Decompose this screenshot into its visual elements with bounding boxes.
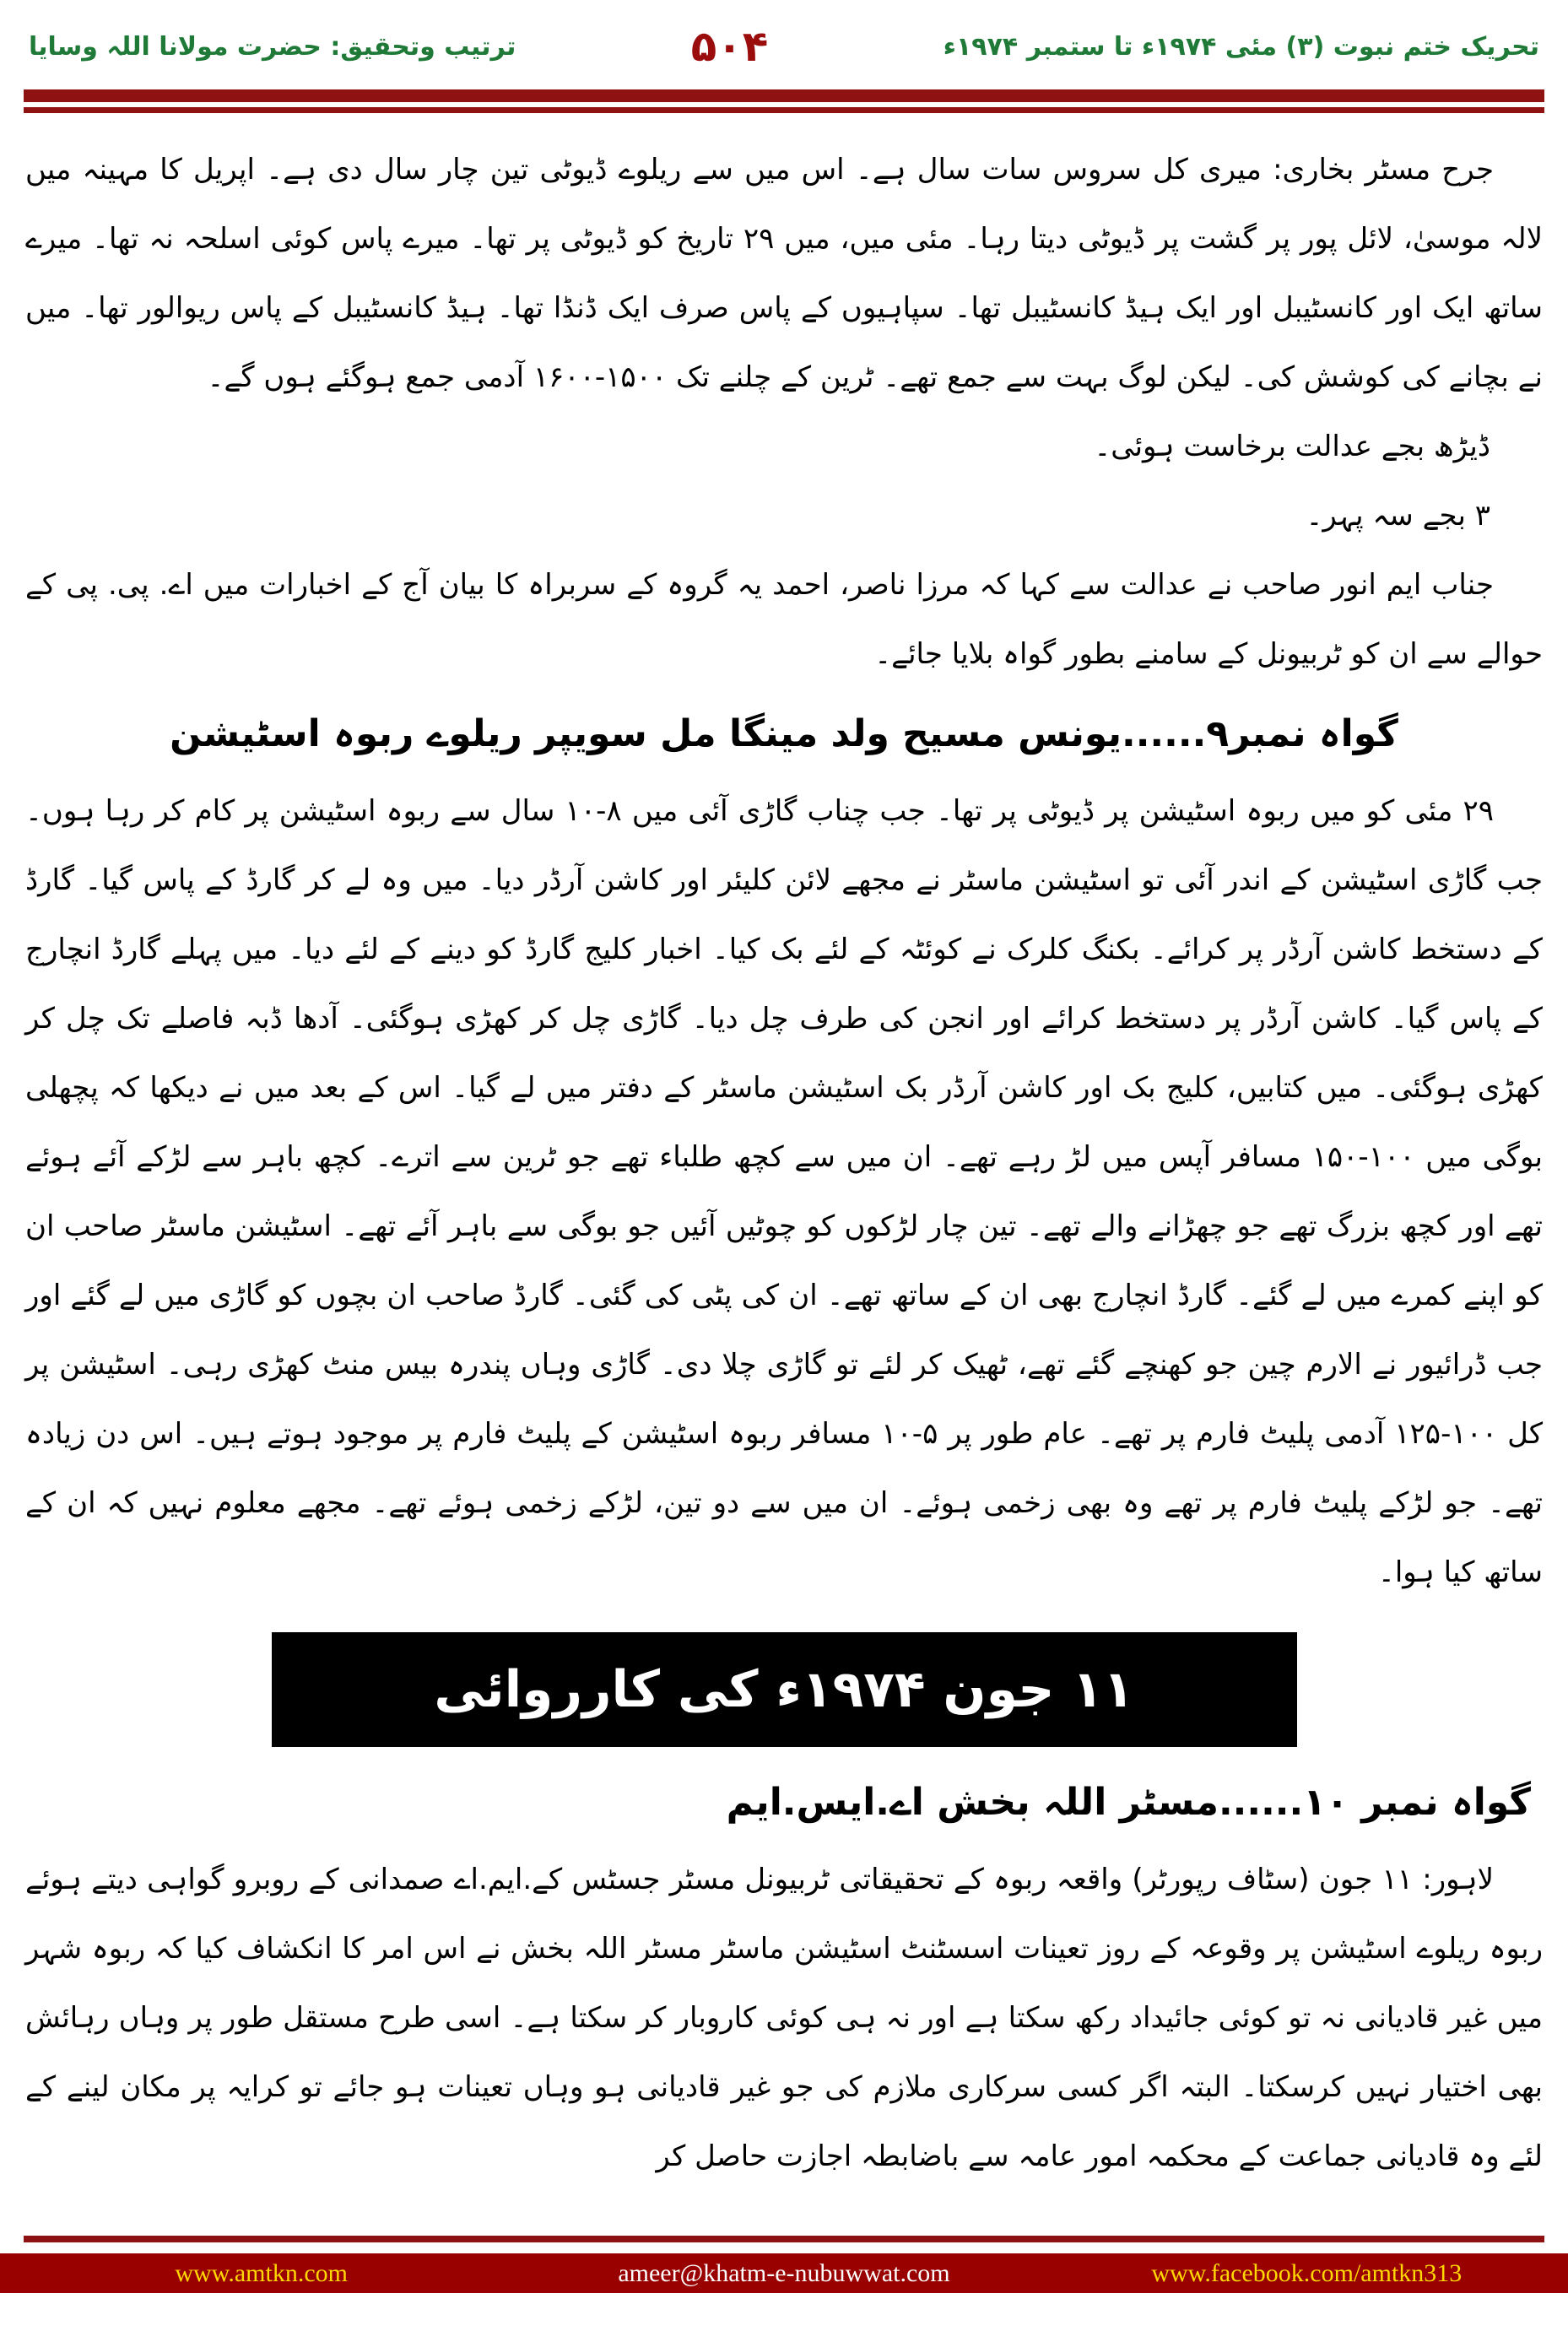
header-rule-thin: [24, 107, 1544, 113]
document-body: [0, 113, 1568, 2191]
line-3pm-session: ۳ بجے سہ پہر۔: [1306, 499, 1490, 533]
footer-facebook-url: www.facebook.com/amtkn313: [1151, 2258, 1463, 2287]
page-header: [0, 0, 1568, 78]
page-number: ۵۰۴: [690, 22, 769, 71]
session-date-banner-text: ۱۱ جون ۱۹۷۴ء کی کارروائی: [434, 1660, 1134, 1719]
header-rule-thick: [24, 89, 1544, 102]
heading-witness-10: گواہ نمبر ۱۰......مسٹر اللہ بخش اے.ایس.ایم: [726, 1781, 1531, 1824]
page-footer: [0, 2236, 1568, 2342]
footer-website-url: www.amtkn.com: [175, 2258, 348, 2287]
line-court-adjourned: ڈیڑھ بجے عدالت برخاست ہوئی۔: [1094, 430, 1490, 463]
footer-rule: [24, 2236, 1544, 2242]
paragraph-witness10-statement: لاہور: ۱۱ جون (سٹاف رپورٹر) واقعہ ربوہ کے تحقیقاتی ٹربیونل مسٹر جسٹس کے.ایم.اے صمدانی کے روبرو گواہی دیتے ہوئے ربوہ ریلوے اسٹیشن پر وقوعہ کے روز تعینات اسسٹنٹ اسٹیشن ماسٹر مسٹر اللہ بخش نے اس امر کا انکشاف کیا کہ ربوہ شہر میں غیر قادیانی نہ تو کوئی جائیداد رکھ سکتا ہے اور نہ ہی کوئی کاروبار کر سکتا ہے۔ اسی طرح مستقل طور پر وہاں رہائش بھی اختیار نہیں کرسکتا۔ البتہ اگر کسی سرکاری ملازم کی جو غیر قادیانی ہو وہاں تعینات ہو جائے تو کرایہ پر مکان لینے کے لئے وہ قادیانی جماعت کے محکمہ امور عامہ سے باضابطہ اجازت حاصل کر: [25, 1863, 1543, 2173]
footer-bar: [0, 2253, 1568, 2293]
session-date-banner: [272, 1632, 1297, 1747]
heading-witness-9: گواہ نمبر۹......یونس مسیح ولد مینگا مل سویپر ریلوے ربوہ اسٹیشن: [170, 712, 1398, 755]
journal-title: تحریک ختم نبوت (۳) مئی ۱۹۷۴ء تا ستمبر ۱۹۷۴ء: [943, 31, 1539, 62]
footer-bottom-margin: [0, 2293, 1568, 2342]
footer-email-address: ameer@khatm-e-nubuwwat.com: [618, 2258, 950, 2287]
paragraph-cross-examination: جرح مسٹر بخاری: میری کل سروس سات سال ہے۔ اس میں سے ریلوے ڈیوٹی تین چار سال دی ہے۔ اپریل کا مہینہ میں لالہ موسیٰ، لائل پور پر گشت پر ڈیوٹی دیتا رہا۔ مئی میں، میں ۲۹ تاریخ کو ڈیوٹی پر تھا۔ میرے پاس کوئی اسلحہ نہ تھا۔ میرے ساتھ ایک اور کانسٹیبل اور ایک ہیڈ کانسٹیبل تھا۔ سپاہیوں کے پاس صرف ایک ڈنڈا تھا۔ ہیڈ کانسٹیبل کے پاس ریوالور تھا۔ میں نے بچانے کی کوشش کی۔ لیکن لوگ بہت سے جمع تھے۔ ٹرین کے چلنے تک ۱۵۰۰-۱۶۰۰ آدمی جمع ہوگئے ہوں گے۔: [25, 153, 1544, 394]
paragraph-anwar-request: جناب ایم انور صاحب نے عدالت سے کہا کہ مرزا ناصر، احمد یہ گروہ کے سربراہ کا بیان آج کے اخبارات میں اے. پی. پی کے حوالے سے ان کو ٹربیونل کے سامنے بطور گواہ بلایا جائے۔: [25, 568, 1543, 671]
compiler-credit: ترتیب وتحقیق: حضرت مولانا اللہ وسایا: [29, 31, 516, 62]
paragraph-witness9-statement: ۲۹ مئی کو میں ربوہ اسٹیشن پر ڈیوٹی پر تھا۔ جب چناب گاڑی آئی میں ۸-۱۰ سال سے ربوہ اسٹیشن پر کام کر رہا ہوں۔ جب گاڑی اسٹیشن کے اندر آئی تو اسٹیشن ماسٹر نے مجھے لائن کلیئر اور کاشن آرڈر دیا۔ میں وہ لے کر گارڈ کے پاس گیا۔ گارڈ کے دستخط کاشن آرڈر پر کرائے۔ بکنگ کلرک نے کوئٹہ کے لئے بک کیا۔ اخبار کلیج گارڈ کو دینے کے لئے دیا۔ میں پہلے گارڈ انچارج کے پاس گیا۔ کاشن آرڈر پر دستخط کرائے اور انجن کی طرف چل دیا۔ گاڑی چل کر کھڑی ہوگئی۔ آدھا ڈبہ فاصلے تک چل کر کھڑی ہوگئی۔ میں کتابیں، کلیج بک اور کاشن آرڈر بک اسٹیشن ماسٹر کے دفتر میں لے گیا۔ اس کے بعد میں نے دیکھا کہ پچھلی بوگی میں ۱۰۰-۱۵۰ مسافر آپس میں لڑ رہے تھے۔ ان میں سے کچھ طلباء تھے جو ٹرین سے اترے۔ کچھ باہر سے لڑکے آئے ہوئے تھے اور کچھ بزرگ تھے جو چھڑانے والے تھے۔ تین چار لڑکوں کو چوٹیں آئیں جو بوگی سے باہر آئے تھے۔ اسٹیشن ماسٹر صاحب ان کو اپنے کمرے میں لے گئے۔ گارڈ انچارج بھی ان کے ساتھ تھے۔ ان کی پٹی کی گئی۔ گارڈ صاحب ان بچوں کو گاڑی میں لے گئے اور جب ڈرائیور نے الارم چین جو کھنچے گئے تھے، ٹھیک کر لئے تو گاڑی چلا دی۔ گاڑی وہاں پندرہ بیس منٹ کھڑی رہی۔ اسٹیشن پر کل ۱۰۰-۱۲۵ آدمی پلیٹ فارم پر تھے۔ عام طور پر ۵-۱۰ مسافر ربوہ اسٹیشن کے پلیٹ فارم پر موجود ہوتے ہیں۔ اس دن زیادہ تھے۔ جو لڑکے پلیٹ فارم پر تھے وہ بھی زخمی ہوئے۔ ان میں سے دو تین، لڑکے زخمی ہوئے تھے۔ مجھے معلوم نہیں کہ ان کے ساتھ کیا ہوا۔: [25, 794, 1543, 1589]
